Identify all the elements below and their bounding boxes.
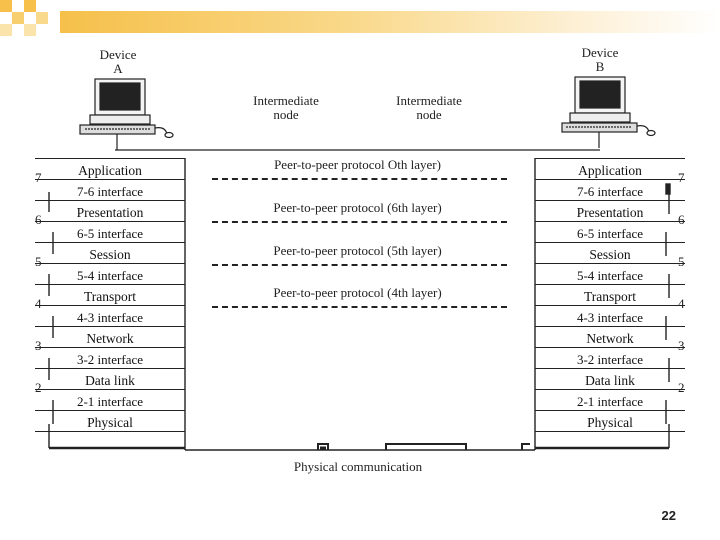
interface-row [535, 221, 685, 243]
peer-protocol-label: Peer-to-peer protocol (5th layer) [273, 243, 442, 258]
physical-link [185, 444, 535, 450]
layer-label: 7-6 interface [76, 184, 144, 199]
layer-label: 2-1 interface [576, 394, 644, 409]
layer-number: 5 [678, 254, 685, 269]
layer-label: Presentation [76, 205, 144, 220]
layer-label: Data link [585, 373, 635, 388]
layer-number: 2 [678, 380, 685, 395]
layer-row [535, 158, 685, 180]
peer-protocol-label: Peer-to-peer protocol (6th layer) [273, 200, 442, 215]
layer-label: Network [586, 331, 634, 346]
layer-label: Session [89, 247, 131, 262]
layer-label: Physical [587, 415, 633, 430]
page-number: 22 [661, 508, 676, 523]
computer-a-icon [80, 79, 173, 150]
layer-row [35, 368, 185, 390]
intermediate-node-label: Intermediate node [253, 93, 319, 122]
layer-label: 7-6 interface [576, 184, 644, 199]
layer-number: 4 [35, 296, 42, 311]
device-a-label: Device A [99, 47, 137, 76]
layer-number: 6 [35, 212, 42, 227]
peer-protocol-line [212, 306, 507, 308]
interface-row [535, 305, 685, 327]
layer-row [35, 326, 185, 348]
layer-row [35, 200, 185, 222]
peer-protocol-line [212, 221, 507, 223]
layer-number: 4 [678, 296, 685, 311]
layer-number: 3 [678, 338, 685, 353]
layer-label: 4-3 interface [576, 310, 644, 325]
peer-protocol-line [212, 178, 507, 180]
layer-label: 6-5 interface [76, 226, 144, 241]
layer-number: 3 [35, 338, 42, 353]
interface-row [35, 221, 185, 243]
layer-label: 4-3 interface [76, 310, 144, 325]
layer-label: Data link [85, 373, 135, 388]
layer-label: 3-2 interface [76, 352, 144, 367]
layer-label: Transport [583, 289, 636, 304]
layer-label: 5-4 interface [76, 268, 144, 283]
layer-row [535, 200, 685, 222]
layer-number: 2 [35, 380, 42, 395]
layer-row [535, 242, 685, 264]
computer-b-icon [562, 77, 655, 148]
layer-number: 7 [678, 170, 685, 185]
layer-label: Presentation [576, 205, 644, 220]
stack-bottom-border [35, 431, 185, 432]
interface-row [35, 179, 185, 201]
layer-row [535, 326, 685, 348]
layer-number: 6 [678, 212, 685, 227]
layer-label: Application [578, 163, 642, 178]
peer-protocol-line [212, 264, 507, 266]
layer-number: 5 [35, 254, 42, 269]
interface-row [535, 347, 685, 369]
layer-row [35, 410, 185, 432]
interface-row [35, 263, 185, 285]
layer-label: Transport [83, 289, 136, 304]
layer-label: Physical [87, 415, 133, 430]
interface-row [535, 179, 685, 201]
layer-label: 6-5 interface [576, 226, 644, 241]
peer-protocol-label: Peer-to-peer protocol (4th layer) [273, 285, 442, 300]
physical-communication-label: Physical communication [293, 459, 423, 474]
layer-label: Session [589, 247, 631, 262]
interface-row [35, 389, 185, 411]
intermediate-node-label: Intermediate node [396, 93, 462, 122]
layer-row [535, 284, 685, 306]
layer-row [35, 284, 185, 306]
layer-label: 2-1 interface [76, 394, 144, 409]
layer-row [35, 158, 185, 180]
layer-number: 7 [35, 170, 42, 185]
peer-protocol-label: Peer-to-peer protocol Oth layer) [274, 157, 441, 172]
interface-row [535, 389, 685, 411]
interface-row [35, 305, 185, 327]
interface-row [35, 347, 185, 369]
layer-label: 3-2 interface [576, 352, 644, 367]
interface-row [535, 263, 685, 285]
layer-row [535, 368, 685, 390]
layer-row [35, 242, 185, 264]
stack-bottom-border [535, 431, 685, 432]
layer-row [535, 410, 685, 432]
device-b-label: Device B [581, 45, 619, 74]
layer-label: 5-4 interface [576, 268, 644, 283]
layer-label: Network [86, 331, 134, 346]
layer-label: Application [78, 163, 142, 178]
